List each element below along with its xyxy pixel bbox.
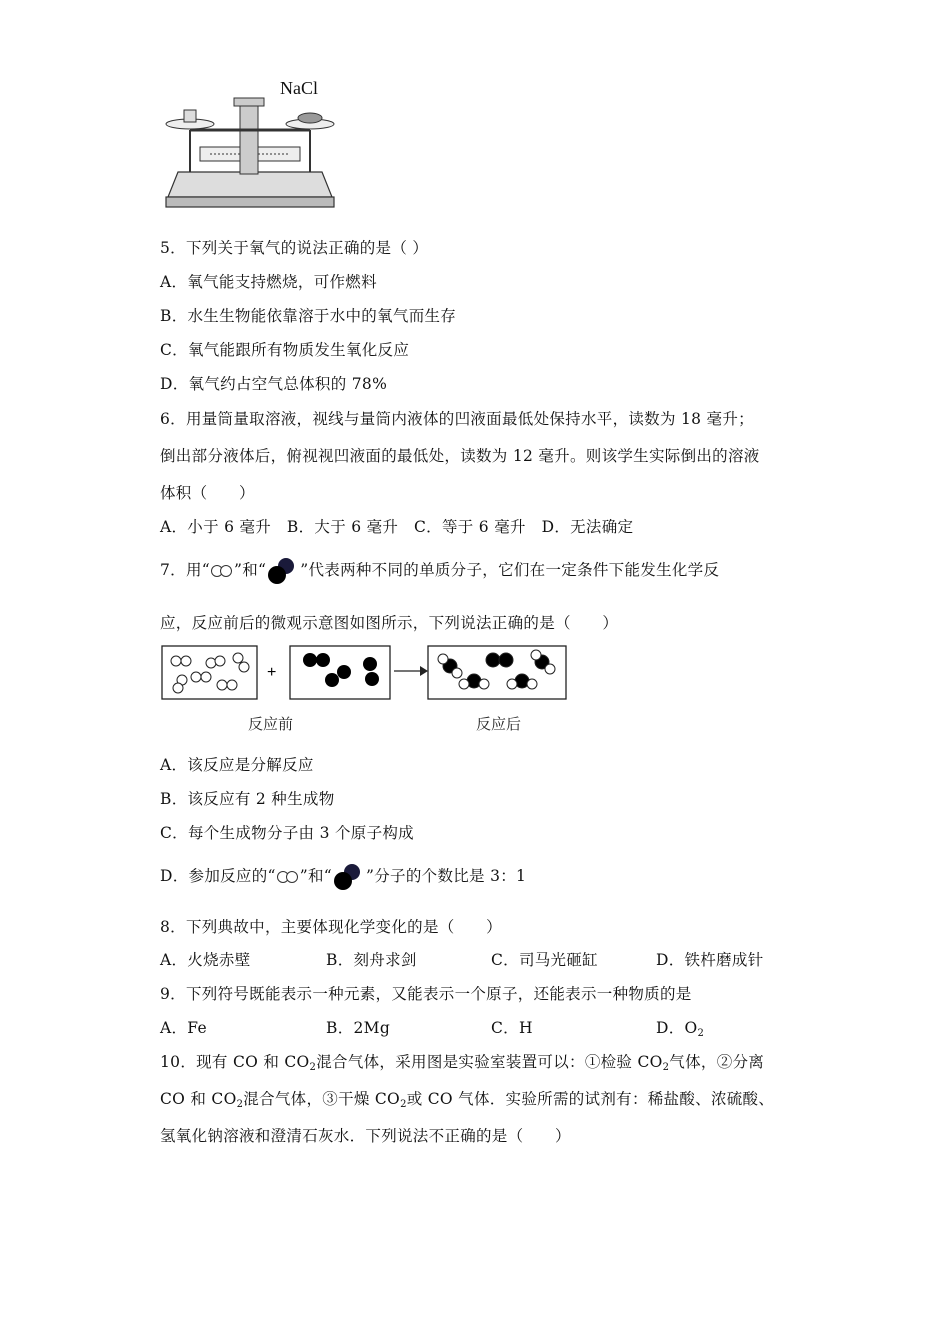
q7-stem-pre: 7．用“: [160, 561, 210, 579]
black-molecule-icon: [266, 556, 300, 586]
q7-option-a: A．该反应是分解反应: [160, 756, 314, 774]
label-before: 反应前: [248, 715, 294, 733]
q7-d-mid: ”和“: [299, 867, 333, 885]
q10-line3: 氢氧化钠溶液和澄清石灰水．下列说法不正确的是（ ）: [160, 1127, 571, 1145]
balance-figure: [160, 72, 340, 212]
q5-stem: 5．下列关于氧气的说法正确的是（ ）: [160, 239, 429, 257]
q8-option-b: B．刻舟求剑: [326, 951, 417, 969]
q7-option-b: B．该反应有 2 种生成物: [160, 790, 335, 808]
q9-option-c: C．H: [491, 1019, 533, 1037]
q10-line2: CO 和 $CO_2$混合气体，③干燥 $CO_2$或 CO 气体．实验所需的试剂有：稀盐酸、浓硫酸、: [160, 1090, 775, 1110]
q5-option-b: B．水生生物能依靠溶于水中的氧气而生存: [160, 307, 457, 325]
q6-line2: 倒出部分液体后，俯视视凹液面的最低处，读数为 12 毫升。则该学生实际倒出的溶液: [160, 447, 760, 465]
q7-d-post: ”分子的个数比是 3：1: [366, 867, 527, 885]
q5-option-a: A．氧气能支持燃烧，可作燃料: [160, 273, 377, 291]
q9-option-b: B．2Mg: [326, 1019, 391, 1037]
plus-sign: +: [267, 664, 277, 681]
label-after: 反应后: [476, 715, 522, 733]
q7-d-pre: D．参加反应的“: [160, 867, 276, 885]
q9-option-a: A．Fe: [160, 1019, 207, 1037]
q7-line2: 应，反应前后的微观示意图如图所示，下列说法正确的是（ ）: [160, 614, 619, 632]
q6-options: A．小于 6 毫升 B．大于 6 毫升 C．等于 6 毫升 D．无法确定: [160, 518, 634, 536]
q8-option-a: A．火烧赤壁: [160, 951, 251, 969]
q8-option-c: C．司马光砸缸: [491, 951, 598, 969]
q8-stem: 8．下列典故中，主要体现化学变化的是（ ）: [160, 918, 502, 936]
q7-stem-mid: ”和“: [234, 561, 267, 579]
q9-option-d: D．$O_2$: [656, 1019, 705, 1039]
white-molecule-icon: [210, 564, 234, 578]
q7-option-c: C．每个生成物分子由 3 个原子构成: [160, 824, 414, 842]
q5-option-c: C．氧气能跟所有物质发生氧化反应: [160, 341, 410, 359]
q5-option-d: D．氧气约占空气总体积的 78%: [160, 375, 388, 393]
q6-line3: 体积（ ）: [160, 484, 255, 502]
q7-option-d: [160, 862, 526, 892]
nacl-label: NaCl: [280, 78, 318, 98]
reaction-diagram: [160, 644, 570, 704]
q10-line1: 10．现有 CO 和 $CO_2$混合气体，采用图是实验室装置可以：①检验 $CO_2$气体，②分离: [160, 1053, 765, 1073]
black-molecule-icon: [332, 862, 366, 892]
q9-stem: 9．下列符号既能表示一种元素，又能表示一个原子，还能表示一种物质的是: [160, 985, 692, 1003]
white-molecule-icon: [276, 870, 300, 884]
q6-line1: 6．用量筒量取溶液，视线与量筒内液体的凹液面最低处保持水平，读数为 18 毫升；: [160, 410, 754, 428]
q7-stem: [160, 556, 719, 586]
q8-option-d: D．铁杵磨成针: [656, 951, 764, 969]
q7-stem-post: ”代表两种不同的单质分子，它们在一定条件下能发生化学反: [300, 561, 720, 579]
